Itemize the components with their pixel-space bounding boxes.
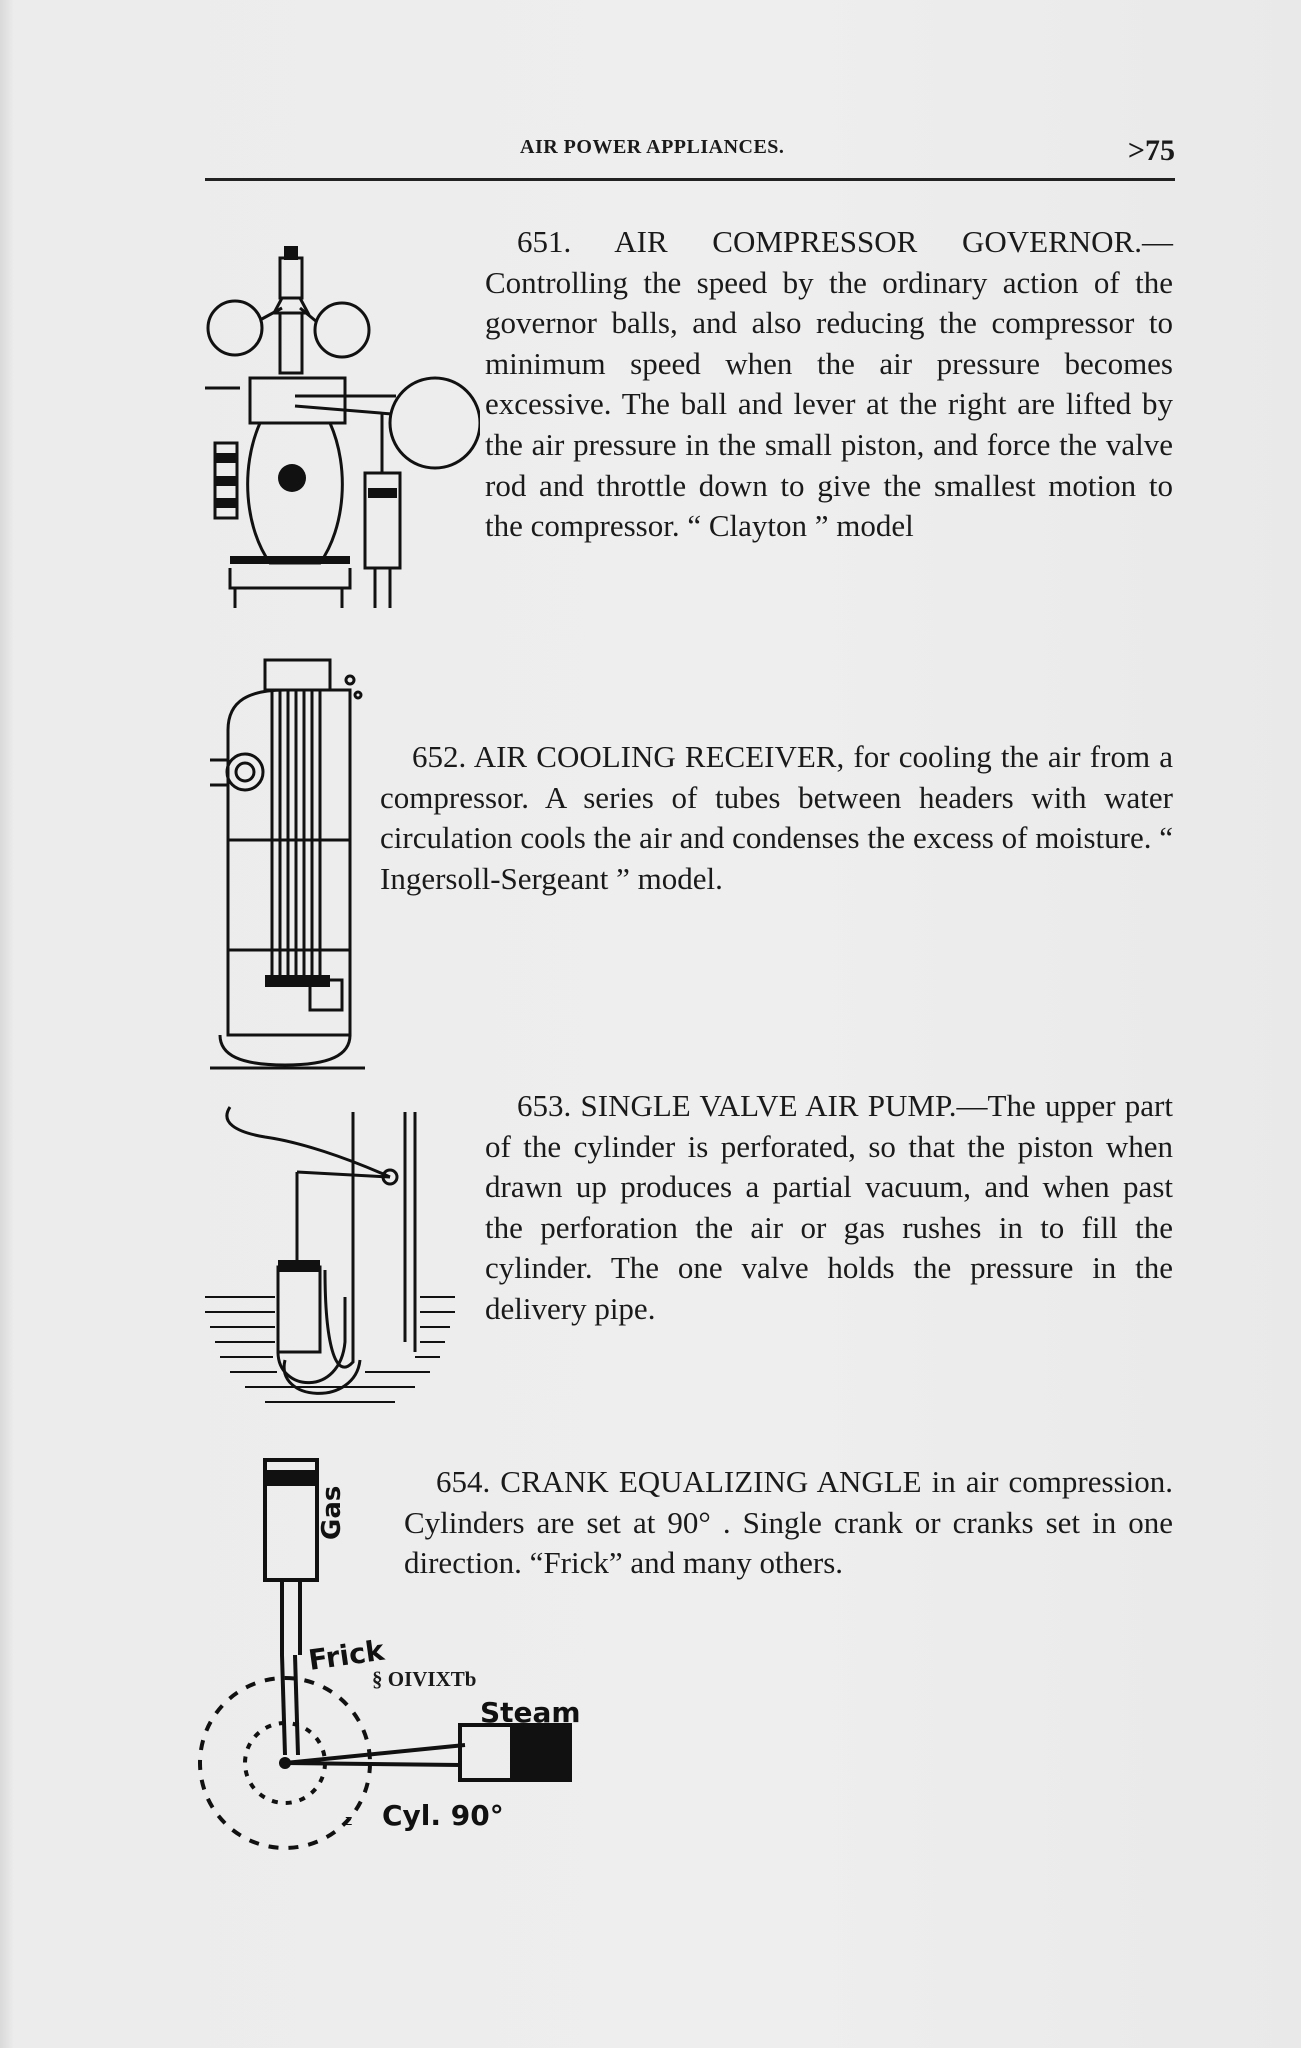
header-rule xyxy=(205,178,1175,181)
figure-651-governor xyxy=(200,238,480,613)
entry-654-text: 654. CRANK EQUALIZING ANGLE in air compression. Cylinders are set at 90° . Single crank or cranks set in one direction. “Frick” and many others. xyxy=(404,1464,1173,1581)
entry-653 xyxy=(485,1086,1173,1330)
entry-654 xyxy=(404,1462,1173,1584)
label-cyl-90: Cyl. 90° xyxy=(382,1799,504,1832)
page-header xyxy=(205,128,1175,184)
label-steam: Steam xyxy=(480,1696,581,1729)
figure-654-caption: § OIVIXTb xyxy=(372,1667,477,1691)
figure-652-cooling-receiver xyxy=(200,650,375,1078)
stray-mark: z xyxy=(345,1813,353,1829)
entry-653-text: 653. SINGLE VALVE AIR PUMP.—The upper part of the cylinder is perforated, so that the piston when drawn up produces a partial vacuum, and when past the perforation the air or gas rushes in to fill the cylinder. The one valve holds the pressure in the delivery pipe. xyxy=(485,1088,1173,1326)
page-number: >75 xyxy=(1127,134,1175,167)
label-frick: Frick xyxy=(306,1633,387,1677)
figure-653-air-pump xyxy=(205,1102,465,1412)
entry-652-text: 652. AIR COOLING RECEIVER, for cooling the air from a compressor. A series of tubes between headers with water circulation cools the air and condenses the excess of moisture. “ Ingersoll-Sergeant ” model. xyxy=(380,739,1173,896)
entry-652 xyxy=(380,737,1173,899)
entry-651-text: 651. AIR COMPRESSOR GOVERNOR.—Controlling the speed by the ordinary action of the governor balls, and also reducing the compressor to minimum speed when the air pressure becomes excessive. The ball and lever at the right are lifted by the air pressure in the small piston, and force the valve rod and throttle down to give the smallest motion to the compressor. “ Clayton ” model xyxy=(485,224,1173,544)
entry-651 xyxy=(485,222,1173,547)
label-gas: Gas xyxy=(317,1485,347,1540)
running-title: AIR POWER APPLIANCES. xyxy=(520,136,785,158)
